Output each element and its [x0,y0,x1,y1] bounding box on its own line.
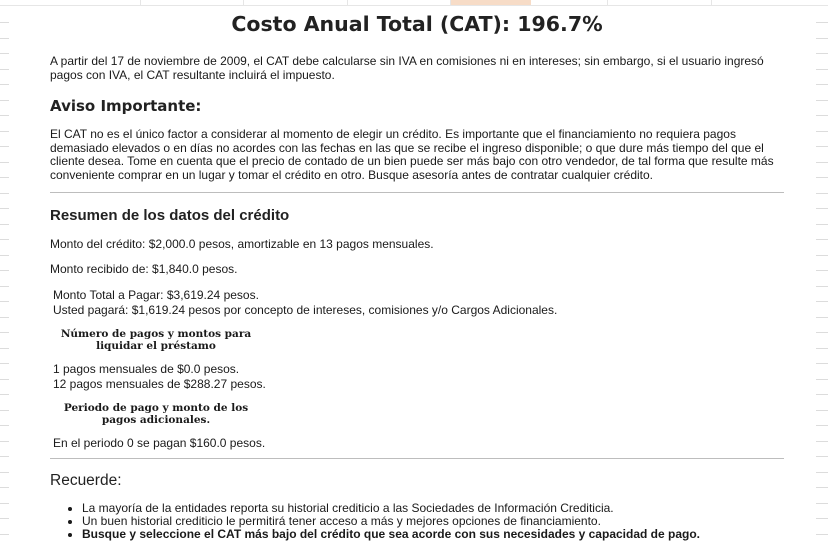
recuerde-heading: Recuerde: [50,472,122,489]
periodo-row: En el periodo 0 se pagan $160.0 pesos. [53,436,266,450]
intro-paragraph: A partir del 17 de noviembre de 2009, el CAT debe calcularse sin IVA en comisiones ni en intereses; sin embargo, si el usuario ingresó pagos con IVA, el CAT resultante incluirá el impuesto. [50,54,764,82]
aviso-paragraph: El CAT no es el único factor a considerar al momento de elegir un crédito. Es importante que el financiamiento no requiera pagos demasiado elevados o en días no acordes con las fechas en las que se recibe el ingreso disponible; o que dure más tiempo del que el cliente desea. Tome en cuenta que el precio de contado de un bien puede ser más bajo con otro vendedor, de tal forma que resulte más conveniente comprar en un lugar y tomar el crédito en otro. Busque asesoría antes de contratar cualquier crédito. [50,127,774,182]
periodo-heading: Periodo de pago y monto de los pagos adicionales. [63,402,249,426]
pago-row: 1 pagos mensuales de $0.0 pesos. [53,362,240,376]
recuerde-list [50,502,700,541]
monto-recibido: Monto recibido de: $1,840.0 pesos. [50,262,238,276]
monto-credito: Monto del crédito: $2,000.0 pesos, amortizable en 13 pagos mensuales. [50,237,434,251]
divider [50,192,784,193]
resumen-heading: Resumen de los datos del crédito [50,207,290,224]
page-title: Costo Anual Total (CAT): 196.7% [231,12,603,36]
list-item: • Un buen historial crediticio le permitirá tener acceso a más y mejores opciones de financiamiento. [82,515,700,528]
list-item: • La mayoría de la entidades reporta su historial crediticio a las Sociedades de Información Crediticia. [82,502,700,515]
monto-total: Monto Total a Pagar: $3,619.24 pesos. [53,288,259,302]
pago-row: 12 pagos mensuales de $288.27 pesos. [53,377,266,391]
list-item: • Busque y seleccione el CAT más bajo del crédito que sea acorde con sus necesidades y capacidad de pago. [82,528,700,541]
usted-pagara: Usted pagará: $1,619.24 pesos por concepto de intereses, comisiones y/o Cargos Adicionales. [53,303,558,317]
divider [50,458,784,459]
aviso-heading: Aviso Importante: [50,97,202,115]
pagos-heading: Número de pagos y montos para liquidar el préstamo [60,328,252,352]
